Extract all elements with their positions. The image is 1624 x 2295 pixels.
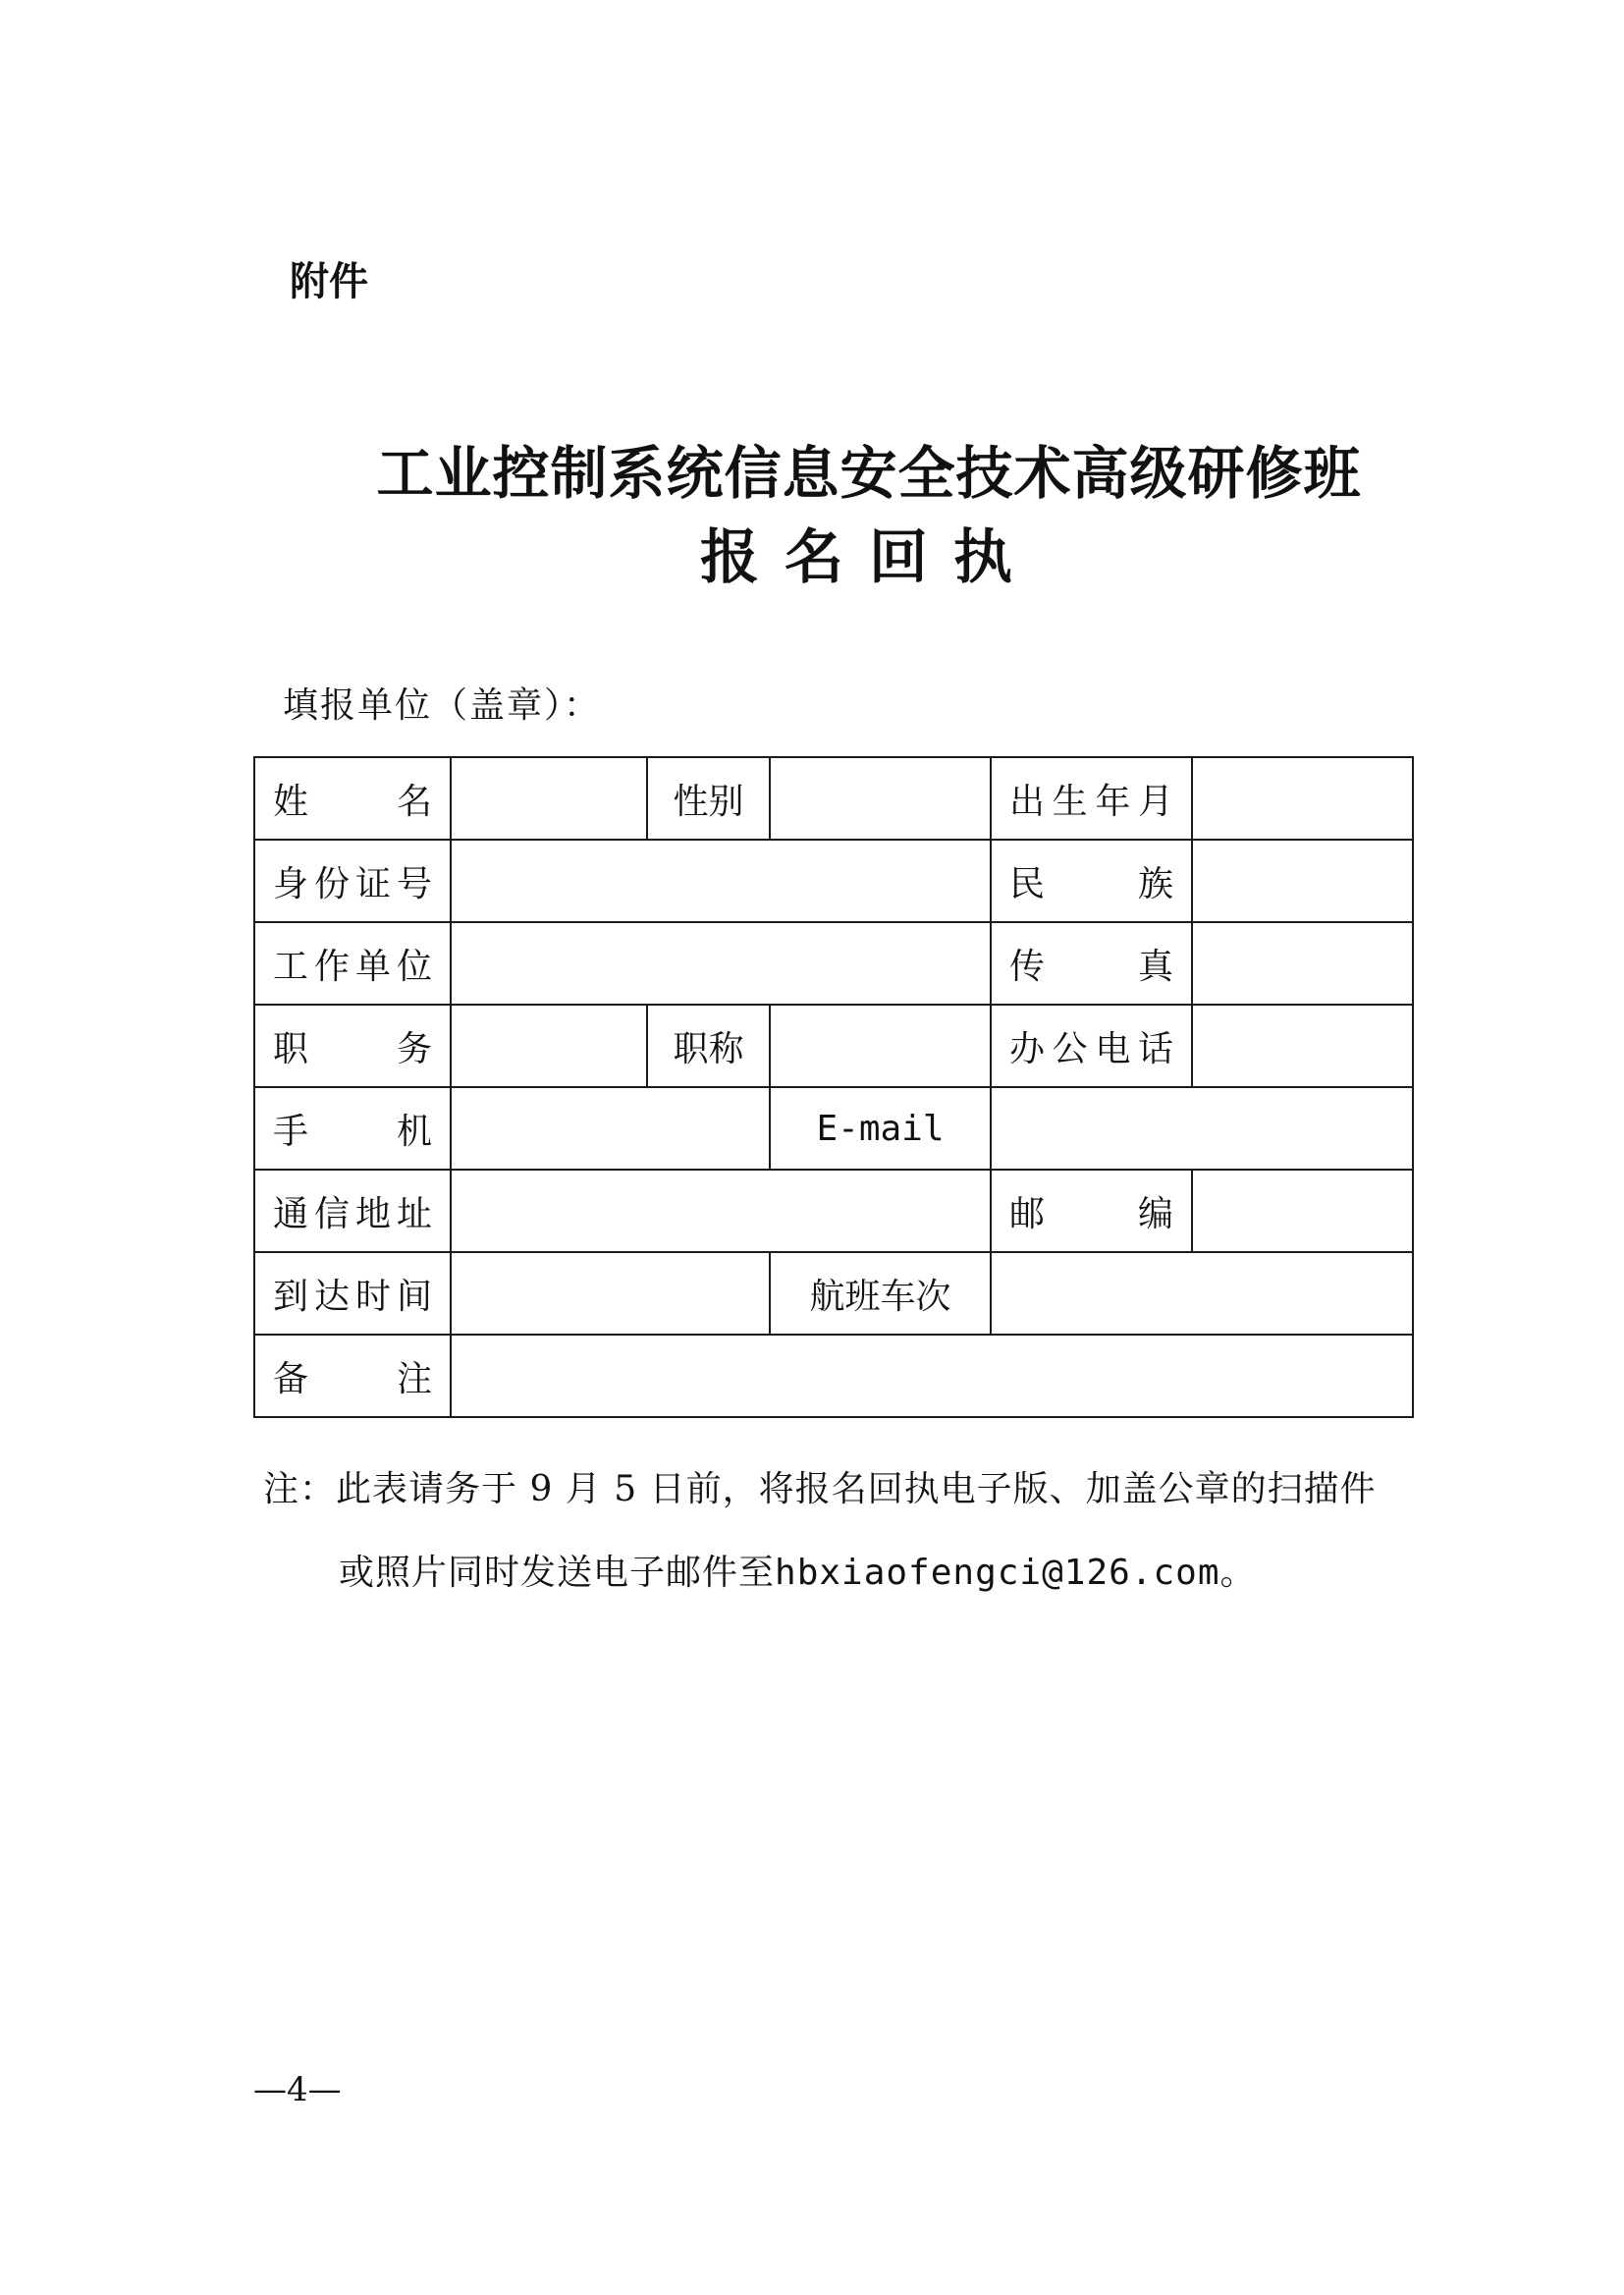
table-row <box>254 1087 1413 1170</box>
postcode-label: 邮编 <box>991 1170 1192 1252</box>
id-number-field[interactable] <box>451 840 991 922</box>
name-label: 姓名 <box>254 757 451 840</box>
mobile-field[interactable] <box>451 1087 770 1170</box>
table-row <box>254 1252 1413 1335</box>
note-text-1: 此表请务于 9 月 5 日前，将报名回执电子版、加盖公章的扫描件 <box>336 1469 1377 1509</box>
page-number: —4— <box>253 2070 342 2109</box>
office-phone-label: 办公电话 <box>991 1005 1192 1087</box>
table-row <box>254 757 1413 840</box>
document-subtitle: 报名回执 <box>700 523 1038 592</box>
title-label: 职称 <box>647 1005 770 1087</box>
name-field[interactable] <box>451 757 647 840</box>
postcode-field[interactable] <box>1192 1170 1413 1252</box>
id-number-label: 身份证号 <box>254 840 451 922</box>
table-row <box>254 1005 1413 1087</box>
table-row <box>254 922 1413 1005</box>
flight-train-label: 航班车次 <box>770 1252 991 1335</box>
note-line-2 <box>339 1545 1257 1595</box>
position-label: 职务 <box>254 1005 451 1087</box>
gender-field[interactable] <box>770 757 991 840</box>
document-title: 工业控制系统信息安全技术高级研修班 <box>376 440 1362 507</box>
note-text-2: 或照片同时发送电子邮件至 <box>339 1553 776 1593</box>
table-row <box>254 1170 1413 1252</box>
note-line-1 <box>263 1461 1377 1511</box>
fax-label: 传真 <box>991 922 1192 1005</box>
gender-label: 性别 <box>647 757 770 840</box>
email-label: E-mail <box>770 1087 991 1170</box>
birth-field[interactable] <box>1192 757 1413 840</box>
position-field[interactable] <box>451 1005 647 1087</box>
table-row <box>254 1335 1413 1417</box>
attachment-label: 附件 <box>290 259 368 304</box>
note-email-link[interactable]: hbxiaofengci@126.com <box>775 1553 1220 1593</box>
email-field[interactable] <box>991 1087 1413 1170</box>
ethnicity-field[interactable] <box>1192 840 1413 922</box>
birth-label: 出生年月 <box>991 757 1192 840</box>
table-row <box>254 840 1413 922</box>
mobile-label: 手机 <box>254 1087 451 1170</box>
fax-field[interactable] <box>1192 922 1413 1005</box>
arrival-time-label: 到达时间 <box>254 1252 451 1335</box>
note-text-end: 。 <box>1219 1553 1257 1593</box>
remarks-label: 备注 <box>254 1335 451 1417</box>
work-unit-label: 工作单位 <box>254 922 451 1005</box>
office-phone-field[interactable] <box>1192 1005 1413 1087</box>
note-prefix: 注： <box>263 1469 337 1509</box>
work-unit-field[interactable] <box>451 922 991 1005</box>
ethnicity-label: 民族 <box>991 840 1192 922</box>
title-field[interactable] <box>770 1005 991 1087</box>
flight-train-field[interactable] <box>991 1252 1413 1335</box>
registration-form-table <box>253 756 1414 1418</box>
address-field[interactable] <box>451 1170 991 1252</box>
arrival-time-field[interactable] <box>451 1252 770 1335</box>
address-label: 通信地址 <box>254 1170 451 1252</box>
reporting-unit-label: 填报单位（盖章）： <box>283 685 602 726</box>
remarks-field[interactable] <box>451 1335 1413 1417</box>
